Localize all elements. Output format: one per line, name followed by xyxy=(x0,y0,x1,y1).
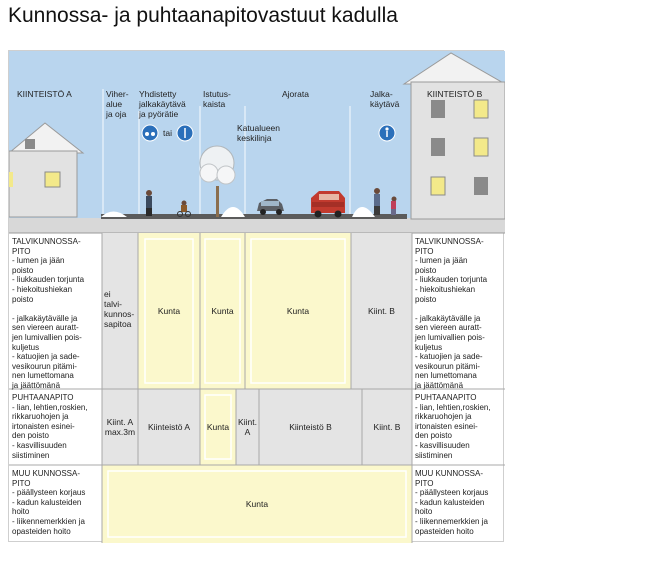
label-kiinteisto-a: KIINTEISTÖ A xyxy=(17,89,72,99)
label-tai: tai xyxy=(163,128,172,138)
label-jalkakaytava: Jalka- käytävä xyxy=(370,89,400,109)
pedestrian-cycle-sign-icon xyxy=(177,125,193,141)
talvi-right-description: TALVIKUNNOSSA- PITO - lumen ja jään poisto - liukkauden torjunta - hiekoitushiekan poisto - jalkakäytävälle ja sen viereen auratt- jen lumivallien pois- kuljetus - katuojien ja sade- vesikourun pitämi- nen lumettomana ja jäättömänä xyxy=(415,237,488,390)
pedestrian-sign-icon xyxy=(379,125,395,141)
muu-left-description: MUU KUNNOSSA- PITO - päällysteen korjaus - kadun kalusteiden hoito - liikennemerkkien ja opasteiden hoito xyxy=(12,469,86,536)
puhtaana-cell-viheralue: Kiint. A max.3m xyxy=(104,417,136,437)
child-figure xyxy=(391,197,397,216)
label-yhdistetty: Yhdistetty jalkakäytävä ja pyörätie xyxy=(139,89,186,119)
puhtaana-right-description: PUHTAANAPITO - lian, lehtien,roskien, rikkaruohojen ja irtonaisten esinei- den poisto - kasvillisuuden siistiminen xyxy=(415,393,491,460)
talvi-cell-istutus: Kunta xyxy=(211,306,234,316)
muu-cell-kunta: Kunta xyxy=(245,499,269,509)
talvi-cell-jalkakaytava: Kiint. B xyxy=(368,306,395,316)
talvi-cell-yhdistetty: Kunta xyxy=(157,306,181,316)
talvi-cell-viheralue: ei talvi- kunnos- sapitoa xyxy=(104,289,135,329)
puhtaana-cell-jalkakaytava: Kiint. B xyxy=(373,422,401,432)
label-keskilinja: Katualueen keskilinja xyxy=(237,123,281,143)
pedestrian-figure xyxy=(146,190,152,216)
page-title: Kunnossa- ja puhtaanapitovastuut kadulla xyxy=(8,4,398,27)
house-b-graphic xyxy=(404,53,505,219)
puhtaana-cell-istutus: Kunta xyxy=(206,422,230,432)
puhtaana-cell-ajorata: Kiinteistö B xyxy=(289,422,332,432)
responsibility-diagram xyxy=(8,50,504,542)
puhtaana-cell-reuna: Kiint. A xyxy=(238,417,257,437)
talvi-cell-ajorata: Kunta xyxy=(286,306,310,316)
label-kiinteisto-b: KIINTEISTÖ B xyxy=(427,89,483,99)
puhtaana-left-description: PUHTAANAPITO - lian, lehtien,roskien, rikkaruohojen ja irtonaisten esinei- den poisto - kasvillisuuden siistiminen xyxy=(12,393,88,460)
label-viheralue: Viher- alue ja oja xyxy=(106,89,129,119)
label-istutuskaista: Istutus- kaista xyxy=(203,89,231,109)
talvi-left-description: TALVIKUNNOSSA- PITO - lumen ja jään poisto - liukkauden torjunta - hiekoitushiekan poisto - jalkakäytävälle ja sen viereen auratt- jen lumivallien pois- kuljetus - katuojien ja sade- vesikourun pitämi- nen lumettomana ja jäättömänä xyxy=(12,237,85,390)
pedestrian-figure xyxy=(374,188,380,215)
puhtaana-cell-yhdistetty: Kiinteistö A xyxy=(147,422,191,432)
cycle-path-sign-icon xyxy=(142,125,158,141)
muu-right-description: MUU KUNNOSSA- PITO - päällysteen korjaus - kadun kalusteiden hoito - liikennemerkkien ja opasteiden hoito xyxy=(415,469,489,536)
label-ajorata: Ajorata xyxy=(282,89,309,99)
